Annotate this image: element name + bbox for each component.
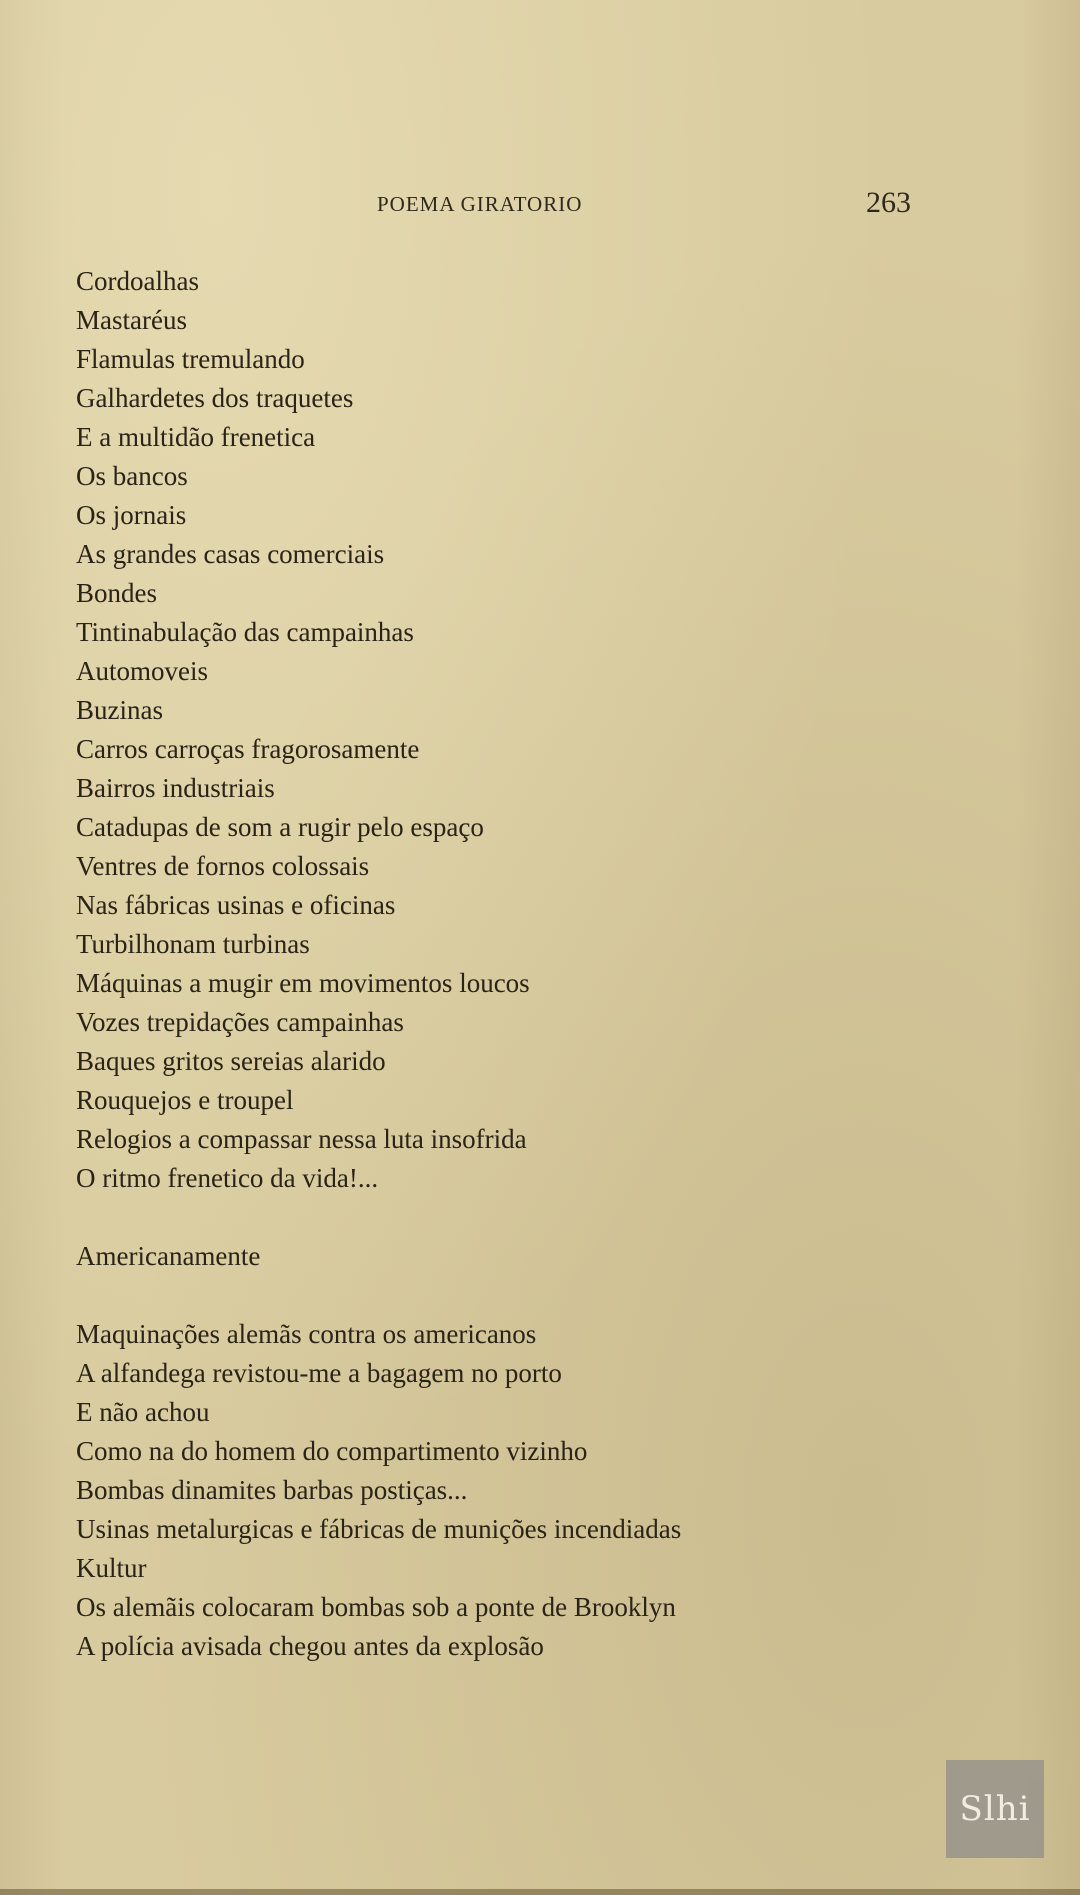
running-title: POEMA GIRATORIO	[377, 192, 583, 216]
page-number: 263	[866, 186, 911, 219]
poem-line: Kultur	[76, 1553, 147, 1583]
poem-line: O ritmo frenetico da vida!...	[76, 1163, 379, 1193]
poem-line: Buzinas	[76, 695, 163, 725]
poem-line: Como na do homem do compartimento vizinho	[76, 1436, 588, 1466]
poem-line: Carros carroças fragorosamente	[76, 734, 420, 764]
poem-line: Nas fábricas usinas e oficinas	[76, 890, 396, 920]
poem-line: A alfandega revistou-me a bagagem no porto	[76, 1358, 562, 1388]
poem-line: Tintinabulação das campainhas	[76, 617, 414, 647]
poem-line: Automoveis	[76, 656, 208, 686]
poem-line: Os alemãis colocaram bombas sob a ponte de Brooklyn	[76, 1592, 676, 1622]
poem-line: Relogios a compassar nessa luta insofrida	[76, 1124, 527, 1154]
poem-line: Maquinações alemãs contra os americanos	[76, 1319, 537, 1349]
poem-line: As grandes casas comerciais	[76, 539, 385, 569]
poem-line: Máquinas a mugir em movimentos loucos	[76, 968, 530, 998]
page-bottom-edge	[0, 1889, 1080, 1895]
watermark-text: Slhi	[959, 1789, 1031, 1829]
poem-line: Os bancos	[76, 461, 188, 491]
poem-line: Os jornais	[76, 500, 187, 530]
poem-line: Catadupas de som a rugir pelo espaço	[76, 812, 484, 842]
stanza-gap	[76, 1276, 976, 1315]
poem-line: E a multidão frenetica	[76, 422, 316, 452]
poem-line: Turbilhonam turbinas	[76, 929, 310, 959]
poem-line: Bairros industriais	[76, 773, 275, 803]
stanza-gap	[76, 1198, 976, 1237]
section-word: Americanamente	[76, 1241, 261, 1271]
poem-line: Galhardetes dos traquetes	[76, 383, 354, 413]
poem-line: Usinas metalurgicas e fábricas de munições incendiadas	[76, 1514, 682, 1544]
poem-line: Baques gritos sereias alarido	[76, 1046, 386, 1076]
poem-line: E não achou	[76, 1397, 210, 1427]
poem-line: Vozes trepidações campainhas	[76, 1007, 404, 1037]
library-watermark-logo	[946, 1760, 1044, 1858]
poem-line: Bondes	[76, 578, 157, 608]
poem-line: Rouquejos e troupel	[76, 1085, 294, 1115]
poem-line: A polícia avisada chegou antes da explosão	[76, 1631, 544, 1661]
poem-line: Mastaréus	[76, 305, 187, 335]
poem-text	[76, 262, 976, 1666]
poem-line: Bombas dinamites barbas postiças...	[76, 1475, 468, 1505]
poem-line: Cordoalhas	[76, 266, 199, 296]
poem-line: Flamulas tremulando	[76, 344, 305, 374]
poem-line: Ventres de fornos colossais	[76, 851, 370, 881]
